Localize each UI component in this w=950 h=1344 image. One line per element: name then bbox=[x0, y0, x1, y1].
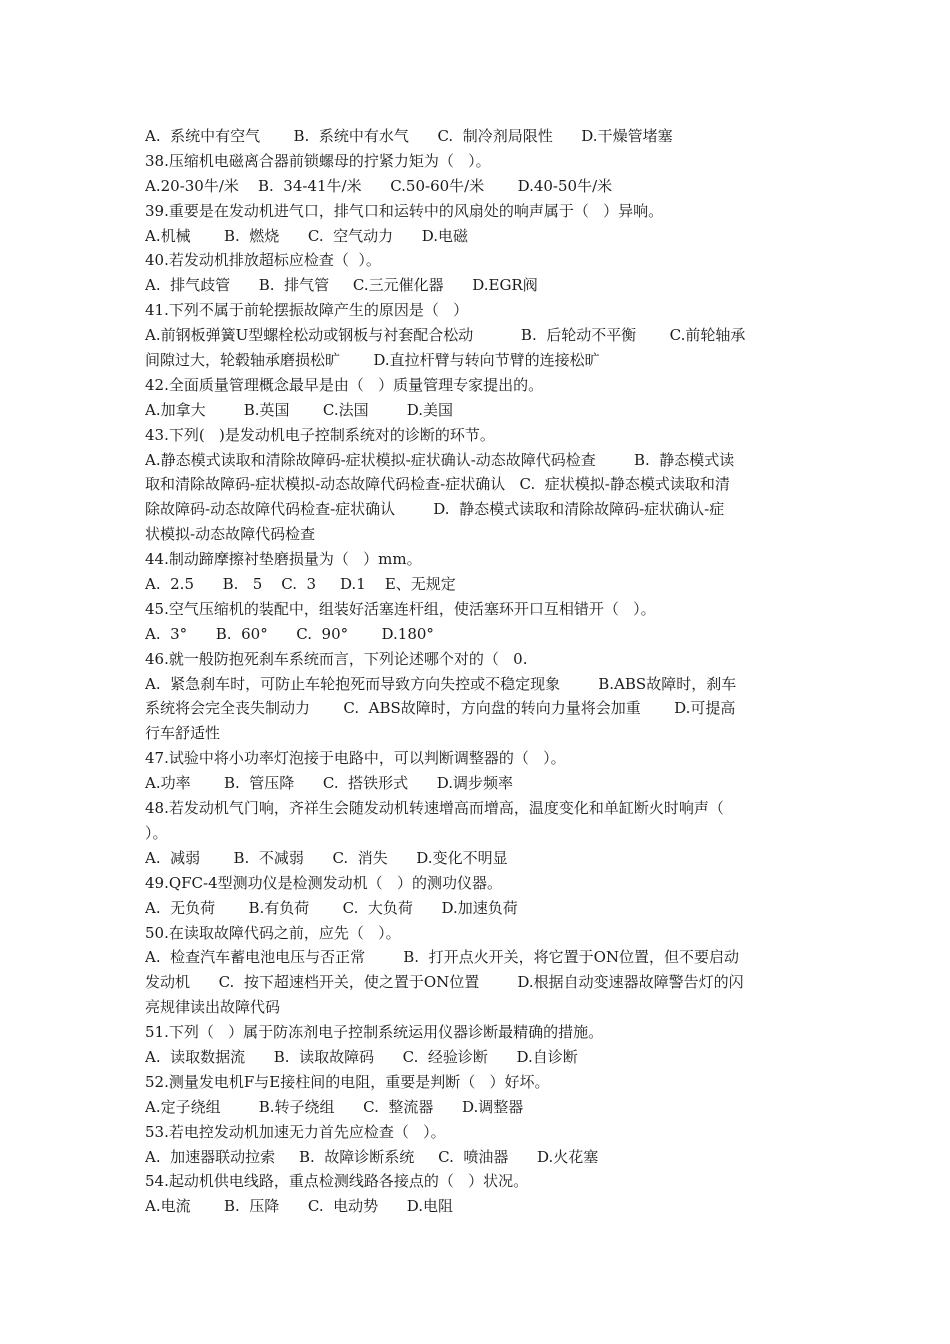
question-48: 48.若发动机气门响，齐祥生会随发动机转速增高而增高，温度变化和单缸断火时响声（ bbox=[145, 799, 724, 818]
answer-options-40: A. 排气歧管 B. 排气管 C.三元催化器 D.EGR阀 bbox=[145, 276, 538, 295]
question-38: 38.压缩机电磁离合器前锁螺母的拧紧力矩为（ ）。 bbox=[145, 151, 491, 170]
answer-options-48: A. 减弱 B. 不减弱 C. 消失 D.变化不明显 bbox=[145, 848, 508, 867]
question-42: 42.全面质量管理概念最早是由（ ）质量管理专家提出的。 bbox=[145, 375, 544, 394]
answer-options-51: A. 读取数据流 B. 读取故障码 C. 经验诊断 D.自诊断 bbox=[145, 1047, 578, 1066]
answer-options-43-continued: 状模拟-动态故障代码检查 bbox=[145, 525, 316, 544]
answer-options-43-continued: 除故障码-动态故障代码检查-症状确认 D. 静态模式读取和清除故障码-症状确认-症 bbox=[145, 500, 725, 519]
question-54: 54.起动机供电线路，重点检测线路各接点的（ ）状况。 bbox=[145, 1172, 529, 1191]
answer-options-42: A.加拿大 B.英国 C.法国 D.美国 bbox=[145, 400, 454, 419]
answer-options-46: A. 紧急刹车时，可防止车轮抱死而导致方向失控或不稳定现象 B.ABS故障时，刹车 bbox=[145, 674, 737, 693]
answer-options-43-continued: 取和清除故障码-症状模拟-动态故障代码检查-症状确认 C. 症状模拟-静态模式读取和清 bbox=[145, 475, 730, 494]
question-44: 44.制动蹄摩擦衬垫磨损量为（ ）mm。 bbox=[145, 550, 422, 569]
question-50: 50.在读取故障代码之前，应先（ ）。 bbox=[145, 923, 401, 942]
question-51: 51.下列（ ）属于防冻剂电子控制系统运用仪器诊断最精确的措施。 bbox=[145, 1023, 604, 1042]
question-52: 52.测量发电机F与E接柱间的电阻，重要是判断（ ）好坏。 bbox=[145, 1072, 550, 1091]
answer-options-50: A. 检查汽车蓄电池电压与否正常 B. 打开点火开关，将它置于ON位置，但不要启动 bbox=[145, 948, 740, 967]
answer-options-46-continued: 系统将会完全丧失制动力 C. ABS故障时，方向盘的转向力量将会加重 D.可提高 bbox=[145, 699, 736, 718]
question-49: 49.QFC-4型测功仪是检测发动机（ ）的测功仪器。 bbox=[145, 873, 502, 892]
question-47: 47.试验中将小功率灯泡接于电路中，可以判断调整器的（ ）。 bbox=[145, 749, 566, 768]
answer-options-39: A.机械 B. 燃烧 C. 空气动力 D.电磁 bbox=[145, 226, 469, 245]
answer-options-54: A.电流 B. 压降 C. 电动势 D.电阻 bbox=[145, 1197, 454, 1216]
answer-options-50-continued: 发动机 C. 按下超速档开关，使之置于ON位置 D.根据自动变速器故障警告灯的闪 bbox=[145, 973, 744, 992]
answer-options-46-continued: 行车舒适性 bbox=[145, 724, 221, 743]
answer-options-37: A. 系统中有空气 B. 系统中有水气 C. 制冷剂局限性 D.干燥管堵塞 bbox=[145, 127, 673, 145]
answer-options-45: A. 3° B. 60° C. 90° D.180° bbox=[145, 624, 434, 643]
answer-options-41: A.前钢板弹簧U型螺栓松动或钢板与衬套配合松动 B. 后轮动不平衡 C.前轮轴承 bbox=[145, 326, 746, 345]
question-41: 41.下列不属于前轮摆振故障产生的原因是（ ） bbox=[145, 301, 469, 320]
answer-options-43: A.静态模式读取和清除故障码-症状模拟-症状确认-动态故障代码检查 B. 静态模式读 bbox=[145, 450, 735, 469]
answer-options-38: A.20-30牛/米 B. 34-41牛/米 C.50-60牛/米 D.40-50牛/米 bbox=[145, 176, 613, 195]
answer-options-49: A. 无负荷 B.有负荷 C. 大负荷 D.加速负荷 bbox=[145, 898, 518, 917]
question-39: 39.重要是在发动机进气口，排气口和运转中的风扇处的响声属于（ ）异响。 bbox=[145, 201, 664, 220]
question-40: 40.若发动机排放超标应检查（ ）。 bbox=[145, 251, 381, 270]
question-46: 46.就一般防抱死刹车系统而言，下列论述哪个对的（ 0. bbox=[145, 649, 528, 668]
question-48-continued: ）。 bbox=[145, 823, 168, 842]
question-45: 45.空气压缩机的装配中，组装好活塞连杆组，使活塞环开口互相错开（ ）。 bbox=[145, 599, 656, 618]
question-text-block bbox=[145, 124, 810, 1219]
answer-options-53: A. 加速器联动拉索 B. 故障诊断系统 C. 喷油器 D.火花塞 bbox=[145, 1147, 599, 1166]
answer-options-50-continued: 亮规律读出故障代码 bbox=[145, 998, 281, 1017]
answer-options-52: A.定子绕组 B.转子绕组 C. 整流器 D.调整器 bbox=[145, 1097, 524, 1116]
answer-options-47: A.功率 B. 管压降 C. 搭铁形式 D.调步频率 bbox=[145, 774, 514, 793]
answer-options-44: A. 2.5 B. 5 C. 3 D.1 E、无规定 bbox=[145, 575, 456, 594]
answer-options-41-continued: 间隙过大，轮毂轴承磨损松旷 D.直拉杆臂与转向节臂的连接松旷 bbox=[145, 351, 600, 370]
question-43: 43.下列( )是发动机电子控制系统对的诊断的环节。 bbox=[145, 425, 495, 444]
question-53: 53.若电控发动机加速无力首先应检查（ ）。 bbox=[145, 1122, 446, 1141]
